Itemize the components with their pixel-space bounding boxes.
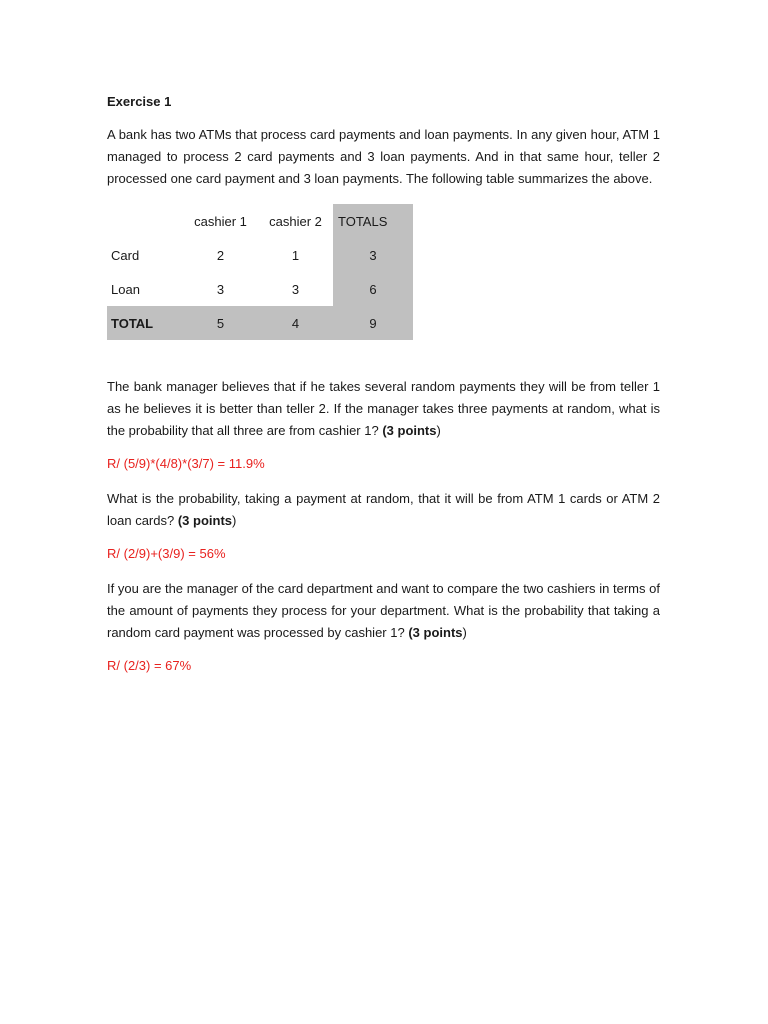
answer-3: R/ (2/3) = 67%: [107, 658, 192, 673]
exercise-title: Exercise 1: [107, 94, 172, 109]
question-text: What is the probability, taking a payment at random, that it will be from ATM 1 cards or ATM 2 loan cards?: [107, 491, 660, 528]
row-cell: 3: [216, 281, 225, 297]
points-label: (3 points: [177, 513, 233, 528]
row-cell: 2: [216, 247, 225, 263]
row-label: TOTAL: [111, 315, 154, 331]
question-1: The bank manager believes that if he takes several random payments they will be from teller 1 as he believes it is better than teller 2. If the manager takes three payments at random, what is the probability that all three are from cashier 1? (3 points): [107, 379, 660, 438]
table-header-cashier-2: cashier 2: [269, 213, 322, 229]
exercise-intro: A bank has two ATMs that process card payments and loan payments. In any given hour, ATM 1 managed to process 2 card payments and 3 loan payments. And in that same hour, teller 2 processed one card payment and 3 loan payments. The following table summarizes the above.: [107, 127, 660, 186]
points-label: (3 points: [382, 423, 437, 438]
row-label: Card: [111, 247, 140, 263]
table-total-row: [107, 306, 413, 340]
row-total: 9: [369, 315, 377, 331]
summary-table: [107, 204, 413, 340]
question-2: What is the probability, taking a payment at random, that it will be from ATM 1 cards or ATM 2 loan cards? (3 points): [107, 491, 660, 528]
question-text: The bank manager believes that if he takes several random payments they will be from teller 1 as he believes it is better than teller 2. If the manager takes three payments at random, what is the probability that all three are from cashier 1?: [107, 379, 660, 438]
question-3: If you are the manager of the card department and want to compare the two cashiers in terms of the amount of payments they process for your department. What is the probability that taking a random card payment was processed by cashier 1? (3 points): [107, 581, 660, 640]
table-header-row: [107, 204, 413, 238]
row-cell: 5: [216, 315, 225, 331]
question-text: If you are the manager of the card department and want to compare the two cashiers in terms of the amount of payments they process for your department. What is the probability that taking a random card payment was processed by cashier 1?: [107, 581, 660, 640]
points-label: (3 points: [408, 625, 463, 640]
row-total: 3: [333, 238, 413, 272]
table-header-cell: [107, 204, 183, 238]
table-header-totals: TOTALS: [333, 204, 413, 238]
table-row: [107, 272, 413, 306]
row-cell: 3: [291, 281, 300, 297]
answer-2: R/ (2/9)+(3/9) = 56%: [107, 546, 226, 561]
row-total: 6: [333, 272, 413, 306]
answer-1: R/ (5/9)*(4/8)*(3/7) = 11.9%: [107, 456, 265, 471]
row-cell: 4: [291, 315, 300, 331]
row-cell: 1: [291, 247, 300, 263]
row-label: Loan: [111, 281, 140, 297]
table-row: [107, 238, 413, 272]
table-header-cashier-1: cashier 1: [194, 213, 247, 229]
document-page: [107, 92, 660, 676]
